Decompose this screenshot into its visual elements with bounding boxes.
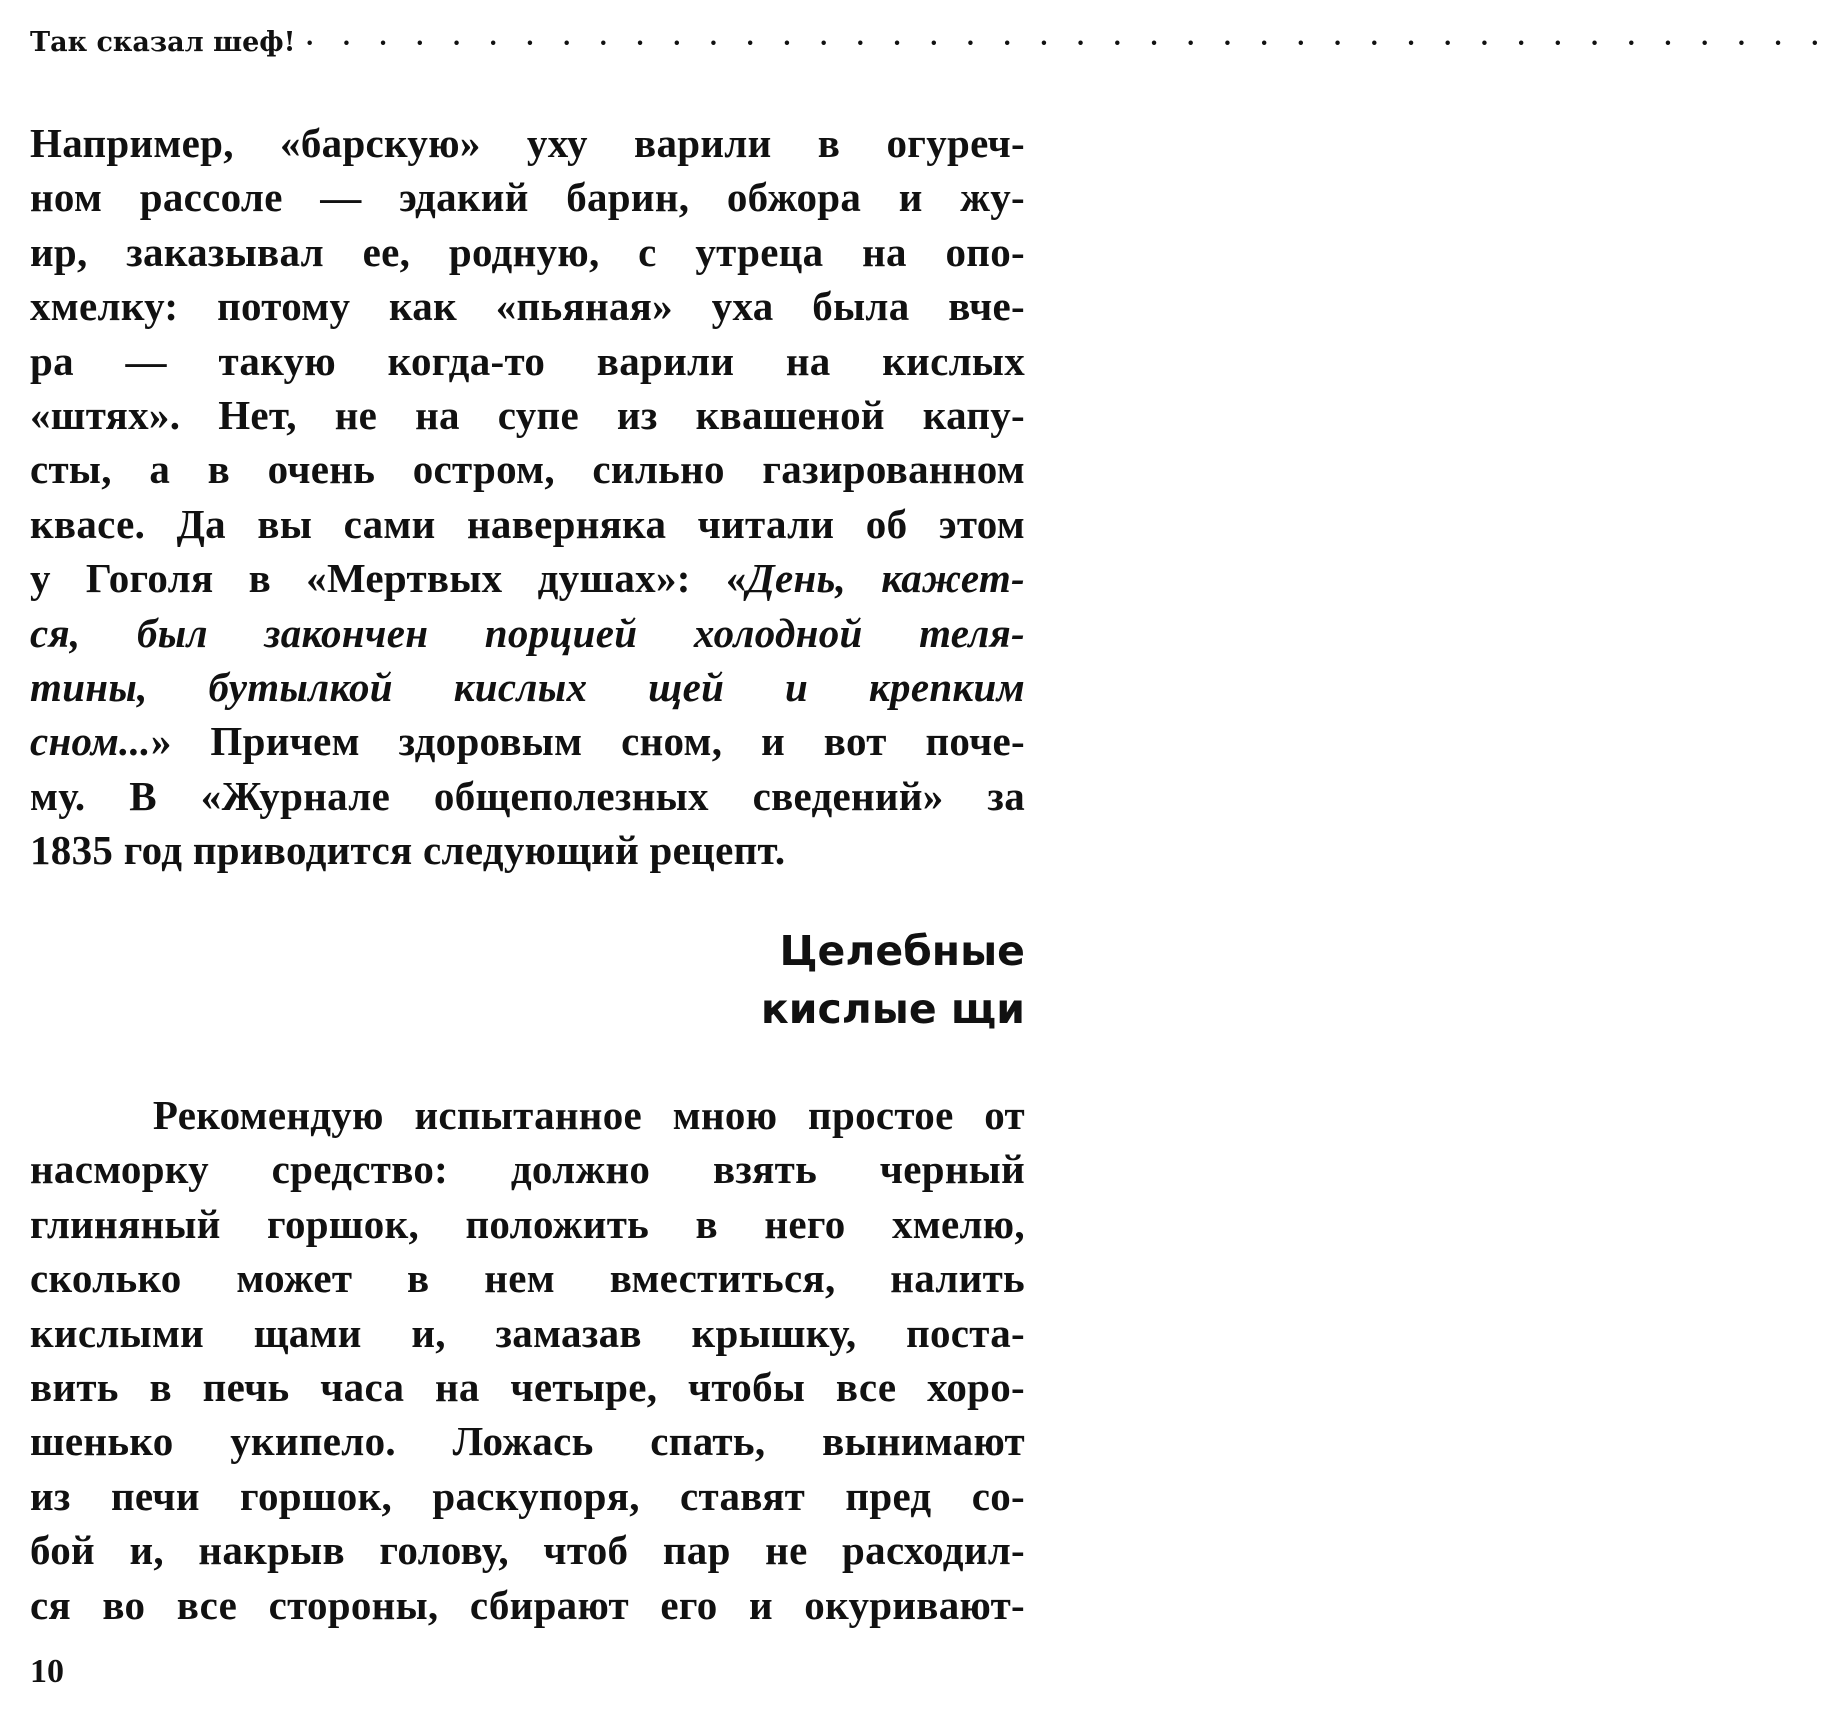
text-line: ном рассоле — эдакий барин, обжора и жу-: [30, 174, 1025, 221]
gogol-quote-line: тины, бутылкой кислых щей и крепким: [30, 664, 1025, 711]
gogol-quote-line: ся, был закончен порцией холодной теля-: [30, 609, 1025, 656]
text-line: сты, а в очень остром, сильно газированном: [30, 446, 1025, 493]
text-run: » Причем здоровым сном, и вот поче-: [150, 718, 1025, 765]
section-heading: [425, 922, 1025, 1038]
page-number: 10: [30, 1653, 64, 1690]
text-line: вить в печь часа на четыре, чтобы все хоро-: [30, 1364, 1025, 1411]
text-line: сколько может в нем вместиться, налить: [30, 1255, 1025, 1302]
text-line: ра — такую когда-то варили на кислых: [30, 337, 1025, 384]
section-heading-line: кислые щи: [760, 985, 1025, 1033]
text-line-mixed: [30, 714, 1025, 768]
text-line: хмелку: потому как «пьяная» уха была вче-: [30, 283, 1025, 330]
gogol-quote-start: День, кажет-: [746, 555, 1026, 602]
running-header: [30, 18, 1829, 68]
text-line: насморку средство: должно взять черный: [30, 1146, 1025, 1193]
text-line: Например, «барскую» уху варили в огуреч-: [30, 120, 1025, 166]
text-line: ся во все стороны, сбирают его и окуривают-: [30, 1581, 1025, 1628]
text-line: шенько укипело. Ложась спать, вынимают: [30, 1418, 1025, 1465]
text-line: квасе. Да вы сами наверняка читали об этом: [30, 500, 1025, 547]
paragraph-intro: [30, 116, 1025, 878]
section-heading-line: Целебные: [779, 927, 1025, 975]
text-line: Рекомендую испытанное мною простое от: [30, 1092, 1025, 1138]
text-line: му. В «Журнале общеполезных сведений» за: [30, 772, 1025, 819]
text-line-mixed: [30, 551, 1025, 605]
text-line: глиняный горшок, положить в него хмелю,: [30, 1200, 1025, 1247]
text-run: у Гоголя в «Мертвых душах»: «: [30, 555, 747, 602]
running-title: Так сказал шеф!: [30, 27, 296, 58]
text-line: ир, заказывал ее, родную, с утреца на опо-: [30, 228, 1025, 275]
text-line: из печи горшок, раскупоря, ставят пред со-: [30, 1472, 1025, 1519]
header-dot-leader: · · · · · · · · · · · · · · · · · · · · · · · · · · · · · · · · · · · · · · · · · ·: [305, 28, 1829, 57]
text-line: «штях». Нет, не на супе из квашеной капу-: [30, 392, 1025, 439]
text-line: 1835 год приводится следующий рецепт.: [30, 827, 786, 874]
text-line: кислыми щами и, замазав крышку, поста-: [30, 1309, 1025, 1356]
gogol-quote-end: сном...: [30, 718, 151, 765]
paragraph-recipe: [30, 1088, 1025, 1632]
text-line: бой и, накрыв голову, чтоб пар не расходил-: [30, 1527, 1025, 1574]
